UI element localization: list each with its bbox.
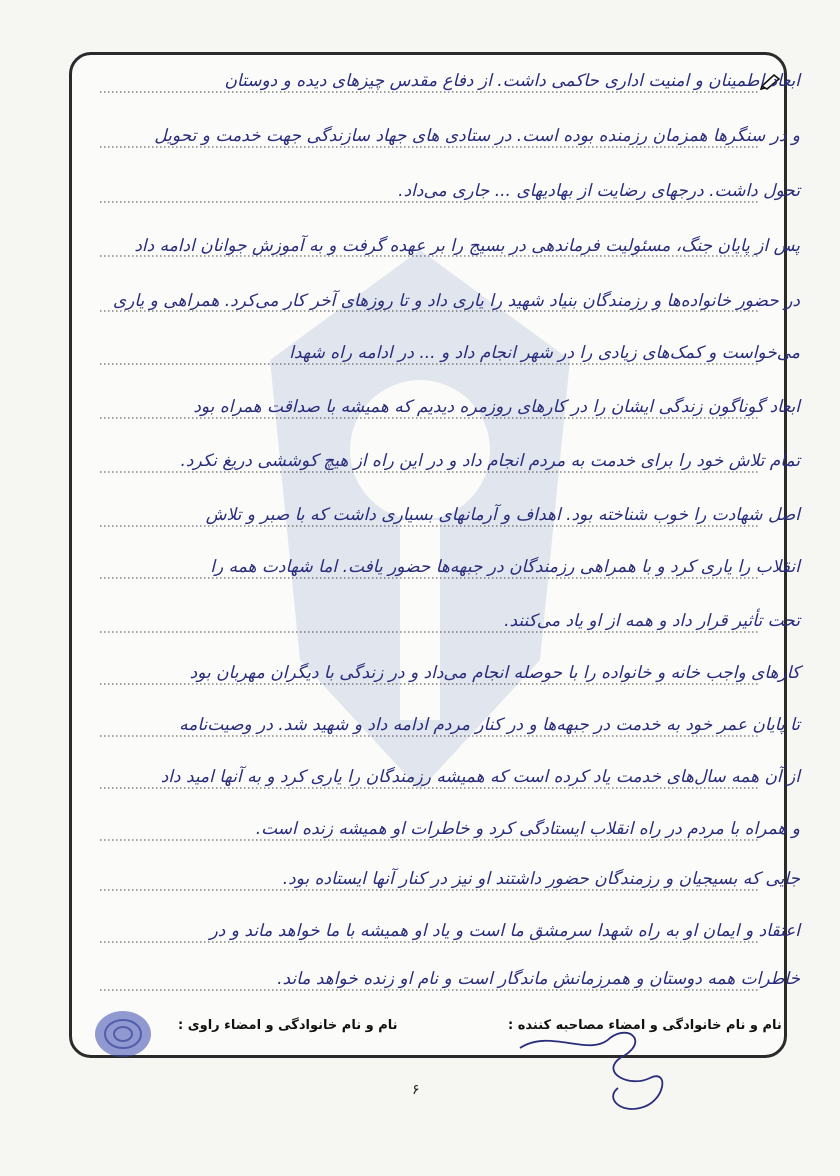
handwritten-line: می‌خواست و کمک‌های زیادی را در شهر انجام داد و ... در ادامه راه شهدا	[289, 343, 800, 363]
page-number: ۶	[412, 1082, 420, 1098]
signature-scribble	[500, 1018, 680, 1118]
handwritten-line: جایی که بسیجیان و رزمندگان حضور داشتند او نیز در کنار آنها ایستاده بود.	[282, 869, 800, 889]
handwritten-line: تا پایان عمر خود به خدمت در جبهه‌ها و در کنار مردم ادامه داد و شهید شد. در وصیت‌نامه	[179, 715, 800, 735]
interviewer-signature-label: نام و نام خانوادگی و امضاء مصاحبه کننده :	[508, 1018, 782, 1033]
handwritten-line: انقلاب را یاری کرد و با همراهی رزمندگان در جبهه‌ها حضور یافت. اما شهادت همه را	[210, 557, 800, 577]
handwritten-line: پس از پایان جنگ، مسئولیت فرماندهی در بسیج را بر عهده گرفت و به آموزش جوانان ادامه داد	[134, 236, 800, 256]
handwritten-line: اعتقاد و ایمان او به راه شهدا سرمشق ما است و یاد او همیشه با ما خواهد ماند و در	[209, 921, 800, 941]
handwritten-line: خاطرات همه دوستان و همرزمانش ماندگار است و نام او زنده خواهد ماند.	[277, 969, 800, 989]
handwritten-line: کارهای واجب خانه و خانواده را با حوصله انجام می‌داد و در زندگی با دیگران مهربان بود	[189, 663, 800, 683]
handwritten-line: در حضور خانواده‌ها و رزمندگان بنیاد شهید را یاری داد و تا روزهای آخر کار می‌کرد. همراهی و یاری	[112, 291, 800, 311]
handwritten-line: تحول داشت. درجهای رضایت از بهادیهای ... جاری می‌داد.	[398, 181, 800, 201]
handwritten-line: ابعاد گوناگون زندگی ایشان را در کارهای روزمره دیدیم که همیشه با صداقت همراه بود	[193, 397, 800, 417]
handwritten-line: تحت تأثیر قرار داد و همه از او یاد می‌کنند.	[504, 611, 800, 631]
handwritten-line: از آن همه سال‌های خدمت یاد کرده است که همیشه رزمندگان را یاری کرد و به آنها امید داد	[160, 767, 800, 787]
handwritten-line: و همراه با مردم در راه انقلاب ایستادگی کرد و خاطرات او همیشه زنده است.	[255, 819, 800, 839]
narrator-signature-label: نام و نام خانوادگی و امضاء راوی :	[178, 1018, 398, 1033]
handwritten-line: تمام تلاش خود را برای خدمت به مردم انجام داد و در این راه از هیچ کوششی دریغ نکرد.	[180, 451, 800, 471]
handwritten-line: اصل شهادت را خوب شناخته بود. اهداف و آرمانهای بسیاری داشت که با صبر و تلاش	[205, 505, 800, 525]
handwritten-line: ابعاد اطمینان و امنیت اداری حاکمی داشت. از دفاع مقدس چیزهای دیده و دوستان	[224, 71, 800, 91]
handwritten-line: و در سنگرها همزمان رزمنده بوده است. در ستادی های جهاد سازندگی جهت خدمت و تحویل	[154, 126, 800, 146]
fingerprint-stamp	[92, 1008, 154, 1060]
